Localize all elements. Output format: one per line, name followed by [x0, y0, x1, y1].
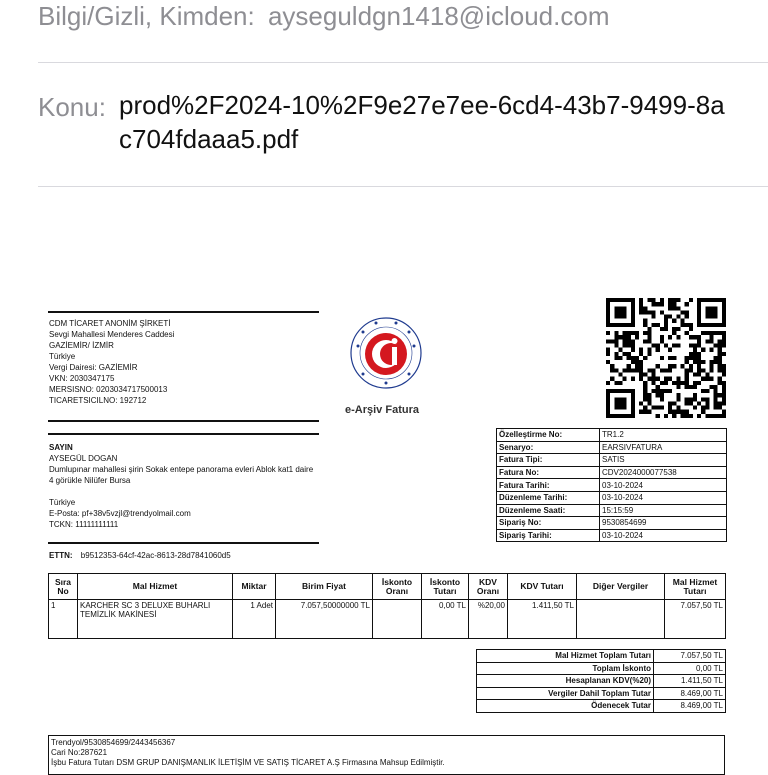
buyer-address: Dumlupınar mahallesi şirin Sokak entepe panorama evleri Ablok kat1 daire 4 görükle Nilüfer Bursa — [49, 465, 314, 485]
from-row — [38, 1, 609, 32]
table-cell: 7.057,50000000 TL — [276, 600, 373, 639]
total-row — [477, 662, 726, 675]
buyer-country: Türkiye — [49, 498, 76, 507]
rule — [48, 433, 319, 435]
info-key: Senaryo: — [497, 441, 600, 454]
total-row — [477, 650, 726, 663]
total-key: Hesaplanan KDV(%20) — [477, 675, 654, 688]
total-key: Ödenecek Tutar — [477, 700, 654, 713]
table-row — [49, 600, 726, 639]
info-value: SATIS — [600, 454, 727, 467]
column-header: Miktar — [233, 574, 276, 600]
info-value: TR1.2 — [600, 429, 727, 442]
e-arsiv-title: e-Arşiv Fatura — [345, 404, 419, 416]
buyer-name: AYSEGÜL DOGAN — [49, 454, 118, 463]
table-cell: KARCHER SC 3 DELUXE BUHARLI TEMİZLİK MAKİNESİ — [78, 600, 233, 639]
info-row — [497, 454, 727, 467]
info-row — [497, 429, 727, 442]
from-address[interactable]: ayseguldgn1418@icloud.com — [267, 1, 610, 31]
total-key: Vergiler Dahil Toplam Tutar — [477, 687, 654, 700]
subject-label: Konu: — [38, 92, 106, 122]
buyer-heading: SAYIN — [49, 443, 73, 452]
qr-code-icon — [606, 298, 726, 418]
invoice-info-table — [496, 428, 727, 542]
total-row — [477, 675, 726, 688]
seller-block — [49, 318, 319, 406]
seller-country: Türkiye — [49, 352, 76, 361]
buyer-tckn: TCKN: 11111111111 — [49, 520, 119, 529]
table-cell: 1 — [49, 600, 78, 639]
info-value: 03-10-2024 — [600, 491, 727, 504]
total-row — [477, 687, 726, 700]
divider — [38, 186, 768, 187]
divider — [38, 62, 768, 63]
ettn: ETTN: b9512353-64cf-42ac-8613-28d7841060d5 — [49, 551, 231, 560]
total-key: Mal Hizmet Toplam Tutarı — [477, 650, 654, 663]
column-header: KDV Oranı — [469, 574, 508, 600]
info-value: 03-10-2024 — [600, 529, 727, 542]
table-cell — [577, 600, 665, 639]
column-header: Mal Hizmet Tutarı — [665, 574, 726, 600]
info-key: Fatura Tarihi: — [497, 479, 600, 492]
info-value: CDV2024000077538 — [600, 466, 727, 479]
column-header: Sıra No — [49, 574, 78, 600]
info-value: 15:15:59 — [600, 504, 727, 517]
totals-table — [476, 649, 726, 713]
info-row — [497, 491, 727, 504]
bcc-from-label: Bilgi/Gizli, Kimden: — [38, 1, 255, 31]
info-value: 03-10-2024 — [600, 479, 727, 492]
info-key: Sipariş Tarihi: — [497, 529, 600, 542]
seller-mersis: MERSISNO: 0203034717500013 — [49, 385, 168, 394]
subject-text: prod%2F2024-10%2F9e27e7ee-6cd4-43b7-9499-8ac704fdaaa5.pdf — [119, 90, 725, 154]
table-cell: 1 Adet — [233, 600, 276, 639]
column-header: KDV Tutarı — [508, 574, 577, 600]
rule — [48, 542, 319, 544]
seller-vkn: VKN: 2030347175 — [49, 374, 115, 383]
seller-tax-office: Vergi Dairesi: GAZİEMİR — [49, 363, 138, 372]
info-value: 9530854699 — [600, 517, 727, 530]
table-cell: 1.411,50 TL — [508, 600, 577, 639]
note-line: İşbu Fatura Tutarı DSM GRUP DANIŞMANLIK İLETİŞİM VE SATIŞ TİCARET A.Ş Firmasına Mahsup Edilmiştir. — [51, 758, 445, 767]
table-cell — [373, 600, 422, 639]
rule — [48, 420, 319, 422]
info-value: EARSIVFATURA — [600, 441, 727, 454]
total-value: 8.469,00 TL — [654, 700, 726, 713]
info-key: Fatura Tipi: — [497, 454, 600, 467]
table-cell: 0,00 TL — [422, 600, 469, 639]
rule — [48, 311, 319, 313]
note-line: Cari No:287621 — [51, 748, 108, 757]
info-row — [497, 504, 727, 517]
column-header: Diğer Vergiler — [577, 574, 665, 600]
column-header: Mal Hizmet — [78, 574, 233, 600]
total-value: 7.057,50 TL — [654, 650, 726, 663]
info-key: Fatura No: — [497, 466, 600, 479]
info-row — [497, 479, 727, 492]
info-key: Sipariş No: — [497, 517, 600, 530]
info-key: Düzenleme Saati: — [497, 504, 600, 517]
info-row — [497, 517, 727, 530]
total-row — [477, 700, 726, 713]
column-header: İskonto Tutarı — [422, 574, 469, 600]
note-line: Trendyol/9530854699/2443456367 — [51, 738, 176, 747]
column-header: İskonto Oranı — [373, 574, 422, 600]
column-header: Birim Fiyat — [276, 574, 373, 600]
info-row — [497, 529, 727, 542]
info-row — [497, 441, 727, 454]
seller-name: CDM TİCARET ANONİM ŞİRKETİ — [49, 319, 171, 328]
buyer-email: E-Posta: pf+38v5vzjl@trendyolmail.com — [49, 509, 191, 518]
seller-city: GAZİEMİR/ İZMİR — [49, 341, 114, 350]
info-key: Düzenleme Tarihi: — [497, 491, 600, 504]
total-value: 8.469,00 TL — [654, 687, 726, 700]
seller-address: Sevgi Mahallesi Menderes Caddesi — [49, 330, 175, 339]
info-row — [497, 466, 727, 479]
buyer-block — [49, 442, 319, 530]
info-key: Özelleştirme No: — [497, 429, 600, 442]
table-cell: %20,00 — [469, 600, 508, 639]
table-cell: 7.057,50 TL — [665, 600, 726, 639]
gib-logo-icon — [349, 316, 423, 390]
total-key: Toplam İskonto — [477, 662, 654, 675]
total-value: 1.411,50 TL — [654, 675, 726, 688]
seller-trade-reg: TICARETSICILNO: 192712 — [49, 396, 147, 405]
invoice-note — [48, 735, 725, 775]
total-value: 0,00 TL — [654, 662, 726, 675]
items-table — [48, 573, 726, 639]
